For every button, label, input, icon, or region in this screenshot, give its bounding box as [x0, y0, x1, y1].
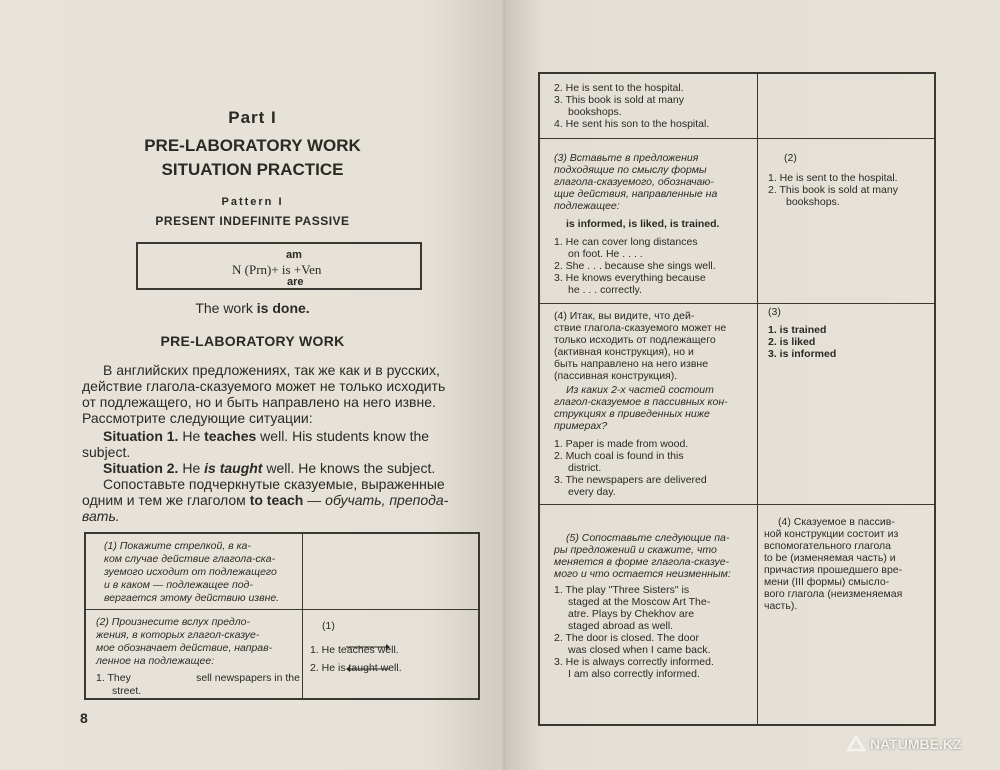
- para2-line2: [82, 492, 480, 508]
- answer-3-line: 2. is liked: [768, 336, 816, 348]
- exercise-5-item: 1. The play "Three Sisters" is: [554, 584, 690, 596]
- answer-3-line: 3. is informed: [768, 348, 837, 360]
- pattern-name: PRESENT INDEFINITE PASSIVE: [155, 214, 350, 228]
- exercise-5-item: atre. Plays by Chekhov are: [568, 608, 695, 620]
- exercise-5-line: (5) Сопоставьте следующие па-: [566, 532, 730, 544]
- answer-4-line: мени (III формы) смысло-: [764, 576, 890, 588]
- exercise-5-item: I am also correctly informed.: [568, 668, 700, 680]
- answer-3-line: 1. is trained: [768, 324, 827, 336]
- exercise-4-line: (пассивная конструкция).: [554, 370, 678, 382]
- exercise-4-question: [554, 384, 754, 432]
- example-bold: is done.: [256, 300, 310, 316]
- exercise-2-line: (2) Произнесите вслух предло-: [96, 616, 250, 628]
- answer-4-line: часть).: [764, 600, 798, 612]
- exercise-3-item: he . . . correctly.: [568, 284, 642, 296]
- situation-1-c: well. His students know the: [256, 428, 430, 444]
- para1-line2: действие глагола-сказуемого может не только исходить: [82, 378, 446, 394]
- answer-4: [764, 516, 930, 612]
- exercise-1-line: и в каком — подлежащее под-: [104, 579, 253, 591]
- exercise-1-line: ком случае действие глагола-ска-: [104, 553, 276, 565]
- table-divider-horizontal: [86, 609, 478, 610]
- exercise-4-item: 2. Much coal is found in this: [554, 450, 684, 462]
- exercise-4-text: [554, 310, 754, 382]
- exercise-table-right: [538, 72, 936, 726]
- exercise-2-line: жения, в которых глагол-сказуе-: [96, 629, 260, 641]
- para2-line3: вать.: [82, 508, 120, 524]
- exercise-4-item: every day.: [568, 486, 616, 498]
- exercise-3-item: on foot. He . . . .: [568, 248, 643, 260]
- answer-2-line: 1. He is sent to the hospital.: [768, 172, 898, 184]
- exercise-5-line: меняется в форме глагола-сказуе-: [554, 556, 730, 568]
- answer-1-label: (1): [322, 620, 335, 632]
- exercise-3-instruction: [554, 152, 754, 212]
- exercise-4-item: district.: [568, 462, 602, 474]
- exercise-5-instruction: [554, 532, 754, 580]
- example-pre: The work: [195, 300, 257, 316]
- exercise-2-item-line1: [96, 672, 300, 685]
- exercise-table-left: [84, 532, 480, 700]
- situation-2-c: well. He knows the subject.: [262, 460, 436, 476]
- exercise-5-item: was closed when I came back.: [568, 644, 711, 656]
- answer-2: [768, 172, 934, 208]
- exercise-4-q-line: глагол-сказуемое в пассивных кон-: [554, 396, 728, 408]
- table-divider-vertical: [302, 534, 303, 698]
- formula-are: are: [287, 276, 304, 288]
- exercise-4-item: 1. Paper is made from wood.: [554, 438, 689, 450]
- situation-2-label: Situation 2.: [103, 460, 179, 476]
- exercise-2-line: ленное на подлежащее:: [96, 655, 215, 667]
- situation-2-a: He: [178, 460, 205, 476]
- exercise-1-line: вергается этому действию извне.: [104, 592, 280, 604]
- exercise-3-item: 2. She . . . because she sings well.: [554, 260, 716, 272]
- exercise-4-line: только исходить от подлежащего: [554, 334, 716, 346]
- answer-2-line: 2. This book is sold at many: [768, 184, 898, 196]
- section1-line: 4. He sent his son to the hospital.: [554, 118, 710, 130]
- answer-3-label: (3): [768, 306, 781, 318]
- exercise-4-line: быть направлено на него извне: [554, 358, 709, 370]
- exercise-2-item-num: 1. They: [96, 672, 131, 684]
- table-divider-horizontal: [540, 504, 934, 505]
- answer-4-line: (4) Сказуемое в пассив-: [778, 516, 895, 528]
- table-divider-horizontal: [540, 303, 934, 304]
- heading-pre-laboratory-work: PRE-LABORATORY WORK: [144, 136, 361, 155]
- situation-1: [103, 428, 481, 444]
- exercise-2-line: мое обозначает действие, направ-: [96, 642, 273, 654]
- situation-1-a: He: [178, 428, 205, 444]
- exercise-4-line: ствие глагола-сказуемого может не: [554, 322, 727, 334]
- pre-lab-heading: PRE-LABORATORY WORK: [160, 333, 345, 349]
- section1-line: 2. He is sent to the hospital.: [554, 82, 684, 94]
- example-sentence: [0, 300, 505, 316]
- answer-1-line2: 2. He is taught well.: [310, 662, 402, 674]
- exercise-3-options: is informed, is liked, is trained.: [566, 218, 720, 230]
- para1-line1: В английских предложениях, так же как и в русских,: [103, 362, 440, 378]
- section1-line: 3. This book is sold at many: [554, 94, 684, 106]
- exercise-1-line: (1) Покажите стрелкой, в ка-: [104, 540, 251, 552]
- section1-left: [554, 82, 754, 130]
- situation-2: [103, 460, 481, 476]
- exercise-3-line: щие действия, направленные на: [554, 188, 718, 200]
- exercise-5-line: мого и что остается неизменным:: [554, 568, 731, 580]
- para2-line1: Сопоставьте подчеркнутые сказуемые, выраженные: [103, 476, 445, 492]
- para2-line2-verb: to teach: [249, 492, 304, 508]
- watermark-logo-icon: [846, 734, 866, 754]
- exercise-5-item: staged at the Moscow Art The-: [568, 596, 711, 608]
- pattern-label: Pattern I: [221, 196, 284, 208]
- exercise-4-line: (4) Итак, вы видите, что дей-: [554, 310, 695, 322]
- answer-2-line: bookshops.: [786, 196, 840, 208]
- exercise-3-line: подходящие по смыслу формы: [554, 164, 707, 176]
- exercise-3-item: 3. He knows everything because: [554, 272, 706, 284]
- watermark-text: NATUMBE.KZ: [870, 736, 962, 752]
- situation-1-line2: subject.: [82, 444, 131, 460]
- situation-1-verb: teaches: [204, 428, 257, 444]
- exercise-4-line: (активная конструкция), но и: [554, 346, 694, 358]
- arrow-right-icon: [346, 637, 390, 643]
- answer-1-line1: 1. He teaches well.: [310, 644, 399, 656]
- exercise-3-items: [554, 236, 754, 296]
- exercise-4-q-line: струкциях в приведенных ниже: [554, 408, 710, 420]
- exercise-5-line: ры предложений и скажите, что: [554, 544, 717, 556]
- part-title: Part I: [228, 108, 277, 127]
- situation-2-verb: is taught: [204, 460, 263, 476]
- page-number: 8: [80, 710, 88, 726]
- table-divider-horizontal: [540, 138, 934, 139]
- answer-4-line: to be (изменяемая часть) и: [764, 552, 896, 564]
- para1-line4: Рассмотрите следующие ситуации:: [82, 410, 313, 426]
- answer-4-line: причастия прошедшего вре-: [764, 564, 903, 576]
- answer-4-line: вого глагола (неизменяемая: [764, 588, 903, 600]
- exercise-4-items: [554, 438, 754, 498]
- exercise-1-line: зуемого исходит от подлежащего: [104, 566, 277, 578]
- para1-line3: от подлежащего, но и быть направлено на него извне.: [82, 394, 436, 410]
- exercise-5-item: 2. The door is closed. The door: [554, 632, 699, 644]
- exercise-3-item: 1. He can cover long distances: [554, 236, 698, 248]
- exercise-4-q-line: Из каких 2-х частей состоит: [566, 384, 714, 396]
- answer-2-label: (2): [784, 152, 797, 164]
- exercise-4-q-line: примерах?: [554, 420, 608, 432]
- exercise-5-item: staged abroad as well.: [568, 620, 674, 632]
- table-divider-vertical: [757, 74, 758, 724]
- exercise-5-item: 3. He is always correctly informed.: [554, 656, 714, 668]
- section1-line: bookshops.: [568, 106, 622, 118]
- heading-situation-practice: SITUATION PRACTICE: [161, 160, 344, 179]
- exercise-2-item-rest: sell newspapers in the: [196, 672, 300, 684]
- para2-line2-c: — обучать, препода-: [303, 492, 449, 508]
- situation-1-label: Situation 1.: [103, 428, 179, 444]
- exercise-5-items: [554, 584, 754, 680]
- exercise-3-line: (3) Вставьте в предложения: [554, 152, 699, 164]
- exercise-2-instruction: [96, 616, 296, 668]
- exercise-2-item-line2: street.: [112, 685, 142, 697]
- answer-4-line: ной конструкции состоит из: [764, 528, 899, 540]
- exercise-3-line: подлежащее:: [554, 200, 620, 212]
- exercise-1-instruction: [104, 540, 296, 605]
- exercise-2-item: [96, 672, 300, 698]
- formula-main: N (Prn)+ is +Ven: [232, 262, 322, 277]
- para2-line2-a: одним и тем же глаголом: [82, 492, 250, 508]
- formula-am: am: [286, 249, 302, 261]
- formula-box: [136, 242, 422, 290]
- exercise-4-item: 3. The newspapers are delivered: [554, 474, 707, 486]
- exercise-3-line: глагола-сказуемого, обозначаю-: [554, 176, 714, 188]
- answer-3: [768, 324, 928, 360]
- answer-4-line: вспомогательного глагола: [764, 540, 892, 552]
